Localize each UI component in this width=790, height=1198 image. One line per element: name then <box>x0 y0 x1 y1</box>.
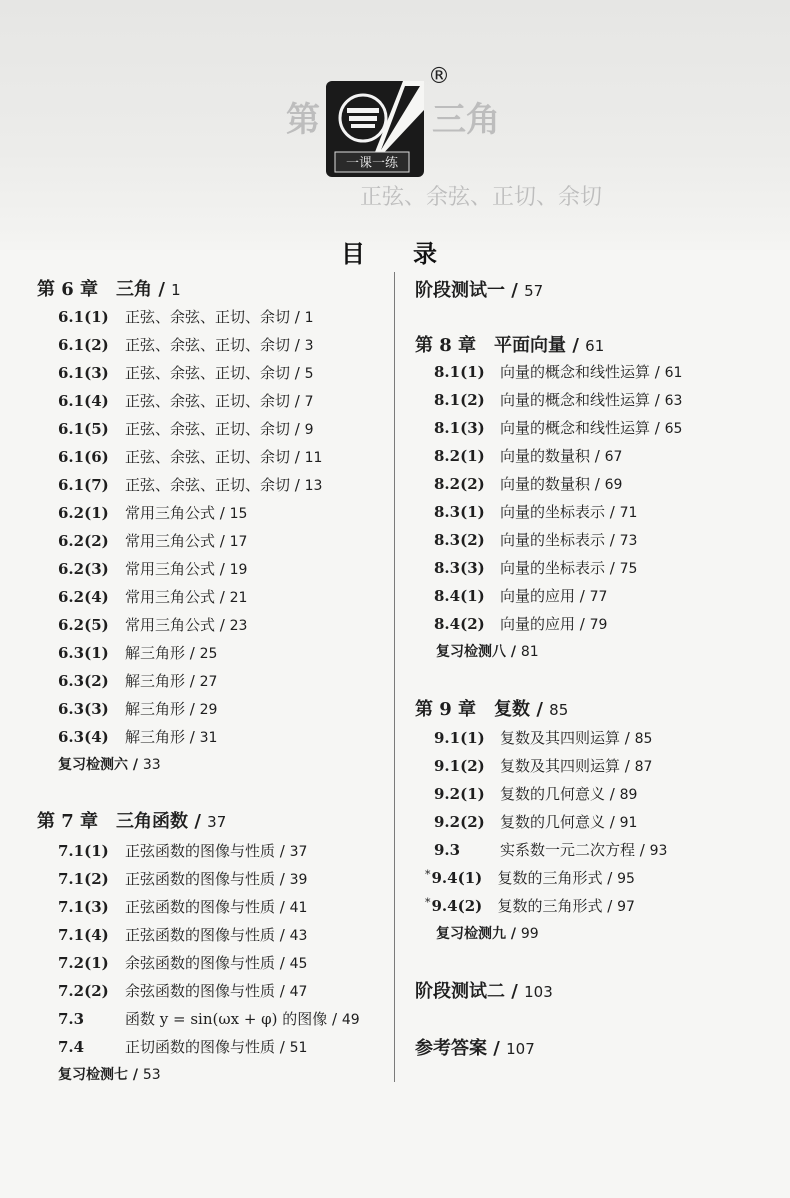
section-title: 正切函数的图像与性质 <box>125 1038 280 1056</box>
toc-section-entry <box>58 869 307 890</box>
section-number: 6.2(5) <box>58 616 109 634</box>
toc-section-entry <box>58 419 314 440</box>
bleed-through-text: 正弦、余弦、正切、余切 <box>360 185 603 210</box>
section-number: 6.3(2) <box>58 672 109 690</box>
separator: / <box>579 615 590 633</box>
separator: / <box>294 448 305 466</box>
separator: / <box>511 280 525 301</box>
section-number: 9.3 <box>434 841 461 859</box>
section-number: 6.1(7) <box>58 476 109 494</box>
page-number: 9 <box>304 422 314 438</box>
section-number: 6.1(5) <box>58 420 109 438</box>
section-number: 8.1(2) <box>434 391 485 409</box>
section-number: 6.1(6) <box>58 448 109 466</box>
section-title: 解三角形 <box>125 644 190 662</box>
section-title: 常用三角公式 <box>125 588 220 606</box>
section-title: 常用三角公式 <box>125 616 220 634</box>
page-number: 1 <box>171 281 181 299</box>
page-number: 63 <box>664 393 683 409</box>
section-title: 正弦函数的图像与性质 <box>125 898 280 916</box>
toc-chapter-entry <box>37 280 181 300</box>
section-title: 向量的概念和线性运算 <box>500 391 655 409</box>
separator: / <box>639 841 650 859</box>
section-title: 常用三角公式 <box>125 532 220 550</box>
section-number: 6.2(2) <box>58 532 109 550</box>
separator: / <box>279 926 290 944</box>
toc-section-entry <box>58 447 322 468</box>
separator: / <box>511 981 525 1002</box>
chapter-title: 第 7 章 三角函数 <box>37 811 195 832</box>
toc-chapter-entry <box>415 336 604 356</box>
separator: / <box>279 870 290 888</box>
toc-section-entry <box>58 981 307 1002</box>
page-number: 91 <box>619 815 638 831</box>
section-title: 常用三角公式 <box>125 560 220 578</box>
review-title: 复习检测六 <box>58 757 133 773</box>
section-title: 向量的概念和线性运算 <box>500 363 655 381</box>
toc-section-entry <box>434 784 637 805</box>
page-number: 77 <box>589 589 608 605</box>
toc-section-entry <box>58 897 307 918</box>
bleed-through-text: 三角 <box>432 100 500 140</box>
toc-section-entry <box>58 699 217 720</box>
toc-section-entry <box>434 756 652 777</box>
separator: / <box>189 672 200 690</box>
toc-section-entry <box>58 391 314 412</box>
separator: / <box>279 982 290 1000</box>
section-number: 7.1(2) <box>58 870 109 888</box>
page-number: 65 <box>664 421 683 437</box>
section-title: 复数的三角形式 <box>497 869 608 887</box>
page-number: 43 <box>289 928 308 944</box>
section-number: 8.2(2) <box>434 475 485 493</box>
separator: / <box>654 391 665 409</box>
page-number: 103 <box>524 983 553 1001</box>
separator: / <box>654 419 665 437</box>
separator: / <box>294 364 305 382</box>
section-number: 6.2(4) <box>58 588 109 606</box>
separator: / <box>294 308 305 326</box>
section-number: 6.1(1) <box>58 308 109 326</box>
separator: / <box>219 532 230 550</box>
page-number: 1 <box>304 310 314 326</box>
section-title: 函数 y = sin(ωx + φ) 的图像 <box>125 1010 333 1028</box>
section-number: 8.3(1) <box>434 503 485 521</box>
column-divider <box>394 272 395 1082</box>
toc-section-entry <box>58 363 314 384</box>
toc-section-entry <box>434 558 637 579</box>
page-number: 29 <box>199 702 218 718</box>
section-title: 正弦函数的图像与性质 <box>125 842 280 860</box>
toc-section-entry <box>58 335 314 356</box>
toc-section-entry <box>58 841 307 862</box>
section-title: 正弦、余弦、正切、余切 <box>125 308 295 326</box>
toc-section-entry <box>58 531 247 552</box>
section-title: 实系数一元二次方程 <box>500 841 640 859</box>
page-number: 67 <box>604 449 623 465</box>
section-number: 6.2(1) <box>58 504 109 522</box>
separator: / <box>624 757 635 775</box>
toc-section-entry <box>434 362 682 383</box>
page-number: 33 <box>142 757 161 773</box>
section-title: 正弦函数的图像与性质 <box>125 926 280 944</box>
section-title: 复数及其四则运算 <box>500 757 625 775</box>
separator: / <box>219 560 230 578</box>
separator: / <box>294 420 305 438</box>
toc-section-entry <box>434 530 637 551</box>
section-title: 正弦、余弦、正切、余切 <box>125 392 295 410</box>
toc-chapter-entry <box>415 982 553 1002</box>
optional-marker: * <box>425 896 431 909</box>
section-title: 正弦、余弦、正切、余切 <box>125 364 295 382</box>
page-number: 7 <box>304 394 314 410</box>
page-number: 45 <box>289 956 308 972</box>
section-title: 正弦、余弦、正切、余切 <box>125 336 295 354</box>
chapter-title: 第 9 章 复数 <box>415 699 537 720</box>
section-number: 6.1(3) <box>58 364 109 382</box>
toc-review-entry <box>436 924 539 944</box>
section-number: 9.1(2) <box>434 757 485 775</box>
section-title: 向量的数量积 <box>500 475 595 493</box>
page-number: 5 <box>304 366 314 382</box>
toc-section-entry <box>434 418 682 439</box>
section-title: 复数的三角形式 <box>497 897 608 915</box>
separator: / <box>579 587 590 605</box>
separator: / <box>219 588 230 606</box>
separator: / <box>332 1010 342 1028</box>
page-number: 15 <box>229 506 248 522</box>
page-number: 73 <box>619 533 638 549</box>
page-number: 97 <box>617 899 635 915</box>
toc-section-entry <box>434 614 607 635</box>
toc-chapter-entry <box>415 1039 535 1059</box>
separator: / <box>194 811 208 832</box>
separator: / <box>654 363 665 381</box>
section-number: 8.2(1) <box>434 447 485 465</box>
section-title: 向量的概念和线性运算 <box>500 419 655 437</box>
page-number: 49 <box>341 1012 360 1028</box>
section-number: 6.1(4) <box>58 392 109 410</box>
section-number: 6.3(1) <box>58 644 109 662</box>
separator: / <box>536 699 550 720</box>
review-title: 复习检测八 <box>436 644 511 660</box>
section-title: 复数的几何意义 <box>500 785 610 803</box>
toc-section-entry <box>434 728 652 749</box>
page-number: 61 <box>664 365 683 381</box>
review-title: 复习检测七 <box>58 1067 133 1083</box>
section-title: 向量的应用 <box>500 587 580 605</box>
page-number: 3 <box>304 338 314 354</box>
separator: / <box>294 476 305 494</box>
page-number: 23 <box>229 618 248 634</box>
section-number: 9.4(2) <box>431 897 483 915</box>
section-title: 正弦函数的图像与性质 <box>125 870 280 888</box>
toc-section-entry <box>58 953 307 974</box>
section-title: 余弦函数的图像与性质 <box>125 954 280 972</box>
toc-section-entry <box>58 925 307 946</box>
section-title: 解三角形 <box>125 700 190 718</box>
separator: / <box>189 728 200 746</box>
toc-section-entry <box>425 868 635 890</box>
section-number: 9.4(1) <box>431 869 483 887</box>
separator: / <box>189 700 200 718</box>
toc-section-entry <box>58 727 217 748</box>
page-number: 19 <box>229 562 248 578</box>
section-title: 向量的坐标表示 <box>500 559 610 577</box>
separator: / <box>594 447 605 465</box>
separator: / <box>493 1038 507 1059</box>
section-number: 6.3(3) <box>58 700 109 718</box>
separator: / <box>609 559 620 577</box>
section-number: 8.1(3) <box>434 419 485 437</box>
section-title: 余弦函数的图像与性质 <box>125 982 280 1000</box>
toc-section-entry <box>434 586 607 607</box>
separator: / <box>594 475 605 493</box>
separator: / <box>607 869 618 887</box>
separator: / <box>609 785 620 803</box>
optional-marker: * <box>425 868 431 881</box>
toc-section-entry <box>434 446 622 467</box>
toc-section-entry <box>434 502 637 523</box>
separator: / <box>607 897 618 915</box>
separator: / <box>609 503 620 521</box>
separator: / <box>158 279 172 300</box>
page-number: 93 <box>649 843 668 859</box>
section-title: 正弦、余弦、正切、余切 <box>125 476 295 494</box>
page-number: 31 <box>199 730 218 746</box>
toc-section-entry <box>434 840 667 861</box>
page-number: 69 <box>604 477 623 493</box>
page-number: 47 <box>289 984 308 1000</box>
page-number: 75 <box>619 561 638 577</box>
separator: / <box>294 392 305 410</box>
page-number: 79 <box>589 617 608 633</box>
section-number: 9.1(1) <box>434 729 485 747</box>
separator: / <box>609 531 620 549</box>
page-number: 81 <box>520 644 539 660</box>
section-number: 7.1(1) <box>58 842 109 860</box>
toc-section-entry <box>58 559 247 580</box>
toc-section-entry <box>58 475 322 496</box>
section-number: 7.1(4) <box>58 926 109 944</box>
section-number: 9.2(2) <box>434 813 485 831</box>
section-title: 复数的几何意义 <box>500 813 610 831</box>
section-title: 向量的数量积 <box>500 447 595 465</box>
toc-section-entry <box>58 1009 360 1030</box>
toc-section-entry <box>58 587 247 608</box>
toc-section-entry <box>58 307 314 328</box>
page-number: 13 <box>304 478 323 494</box>
separator: / <box>572 335 586 356</box>
section-title: 向量的坐标表示 <box>500 503 610 521</box>
separator: / <box>294 336 305 354</box>
chapter-title: 参考答案 <box>415 1038 494 1059</box>
page-number: 41 <box>289 900 308 916</box>
section-title: 复数及其四则运算 <box>500 729 625 747</box>
toc-section-entry <box>425 896 635 918</box>
separator: / <box>279 842 290 860</box>
toc-section-entry <box>58 671 217 692</box>
separator: / <box>609 813 620 831</box>
page-title: 目 录 <box>341 240 449 268</box>
svg-text:一课一练: 一课一练 <box>345 156 399 171</box>
separator: / <box>132 1067 143 1083</box>
page-number: 37 <box>289 844 308 860</box>
section-title: 常用三角公式 <box>125 504 220 522</box>
section-title: 向量的应用 <box>500 615 580 633</box>
toc-section-entry <box>58 643 217 664</box>
page-number: 89 <box>619 787 638 803</box>
separator: / <box>132 757 143 773</box>
review-title: 复习检测九 <box>436 926 511 942</box>
section-number: 6.2(3) <box>58 560 109 578</box>
toc-review-entry <box>58 755 161 775</box>
page-number: 21 <box>229 590 248 606</box>
section-title: 解三角形 <box>125 728 190 746</box>
toc-chapter-entry <box>37 812 226 832</box>
registered-mark: ® <box>428 64 450 89</box>
toc-section-entry <box>434 390 682 411</box>
section-number: 8.3(2) <box>434 531 485 549</box>
section-number: 7.1(3) <box>58 898 109 916</box>
toc-review-entry <box>436 642 539 662</box>
page-number: 71 <box>619 505 638 521</box>
page-number: 87 <box>634 759 653 775</box>
page-number: 25 <box>199 646 218 662</box>
page-number: 11 <box>304 450 323 466</box>
section-number: 7.2(2) <box>58 982 109 1000</box>
separator: / <box>219 504 230 522</box>
toc-section-entry <box>434 812 637 833</box>
toc-section-entry <box>434 474 622 495</box>
separator: / <box>279 898 290 916</box>
separator: / <box>510 644 521 660</box>
page-number: 39 <box>289 872 308 888</box>
page-number: 17 <box>229 534 248 550</box>
page-number: 99 <box>520 926 539 942</box>
page-number: 57 <box>524 282 544 300</box>
toc-chapter-entry <box>415 700 568 720</box>
chapter-title: 阶段测试二 <box>415 981 512 1002</box>
page-number: 85 <box>634 731 653 747</box>
section-number: 8.3(3) <box>434 559 485 577</box>
toc-review-entry <box>58 1065 161 1085</box>
separator: / <box>624 729 635 747</box>
page-number: 95 <box>617 871 635 887</box>
toc-section-entry <box>58 503 247 524</box>
page-number: 27 <box>199 674 218 690</box>
separator: / <box>510 926 521 942</box>
section-number: 7.2(1) <box>58 954 109 972</box>
section-number: 6.1(2) <box>58 336 109 354</box>
page-number: 85 <box>549 701 569 719</box>
chapter-title: 第 8 章 平面向量 <box>415 335 573 356</box>
section-number: 6.3(4) <box>58 728 109 746</box>
publisher-logo <box>325 80 427 180</box>
page-number: 51 <box>289 1040 308 1056</box>
bleed-through-text: 第 <box>286 100 320 140</box>
page-number: 107 <box>506 1040 535 1058</box>
section-number: 7.3 <box>58 1010 85 1028</box>
section-title: 正弦、余弦、正切、余切 <box>125 448 295 466</box>
toc-section-entry <box>58 615 247 636</box>
separator: / <box>279 1038 290 1056</box>
chapter-title: 第 6 章 三角 <box>37 279 159 300</box>
separator: / <box>279 954 290 972</box>
toc-chapter-entry <box>415 281 543 301</box>
section-number: 7.4 <box>58 1038 85 1056</box>
chapter-title: 阶段测试一 <box>415 280 512 301</box>
toc-section-entry <box>58 1037 307 1058</box>
page-number: 53 <box>142 1067 161 1083</box>
section-number: 9.2(1) <box>434 785 485 803</box>
page-number: 37 <box>207 813 227 831</box>
separator: / <box>219 616 230 634</box>
section-title: 向量的坐标表示 <box>500 531 610 549</box>
section-title: 解三角形 <box>125 672 190 690</box>
section-number: 8.4(1) <box>434 587 485 605</box>
section-title: 正弦、余弦、正切、余切 <box>125 420 295 438</box>
section-number: 8.1(1) <box>434 363 485 381</box>
section-number: 8.4(2) <box>434 615 485 633</box>
separator: / <box>189 644 200 662</box>
page-number: 61 <box>585 337 605 355</box>
